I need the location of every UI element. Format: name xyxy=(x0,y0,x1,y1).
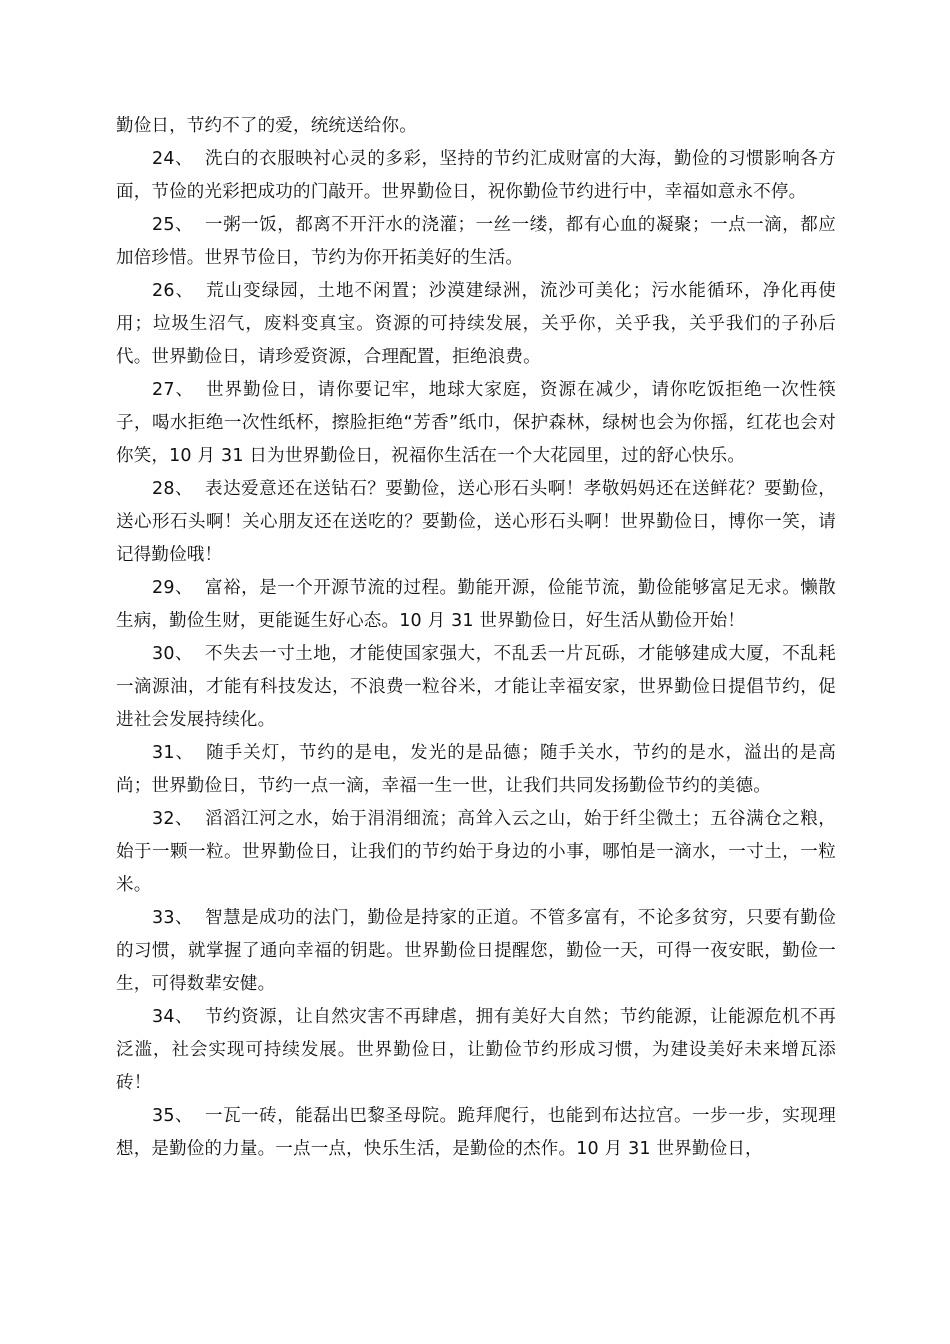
list-item-33 xyxy=(116,902,836,1001)
item-text: 随手关灯，节约的是电，发光的是品德；随手关水，节约的是水，溢出的是高尚；世界勤俭日，节约一点一滴，幸福一生一世，让我们共同发扬勤俭节约的美德。 xyxy=(116,743,836,796)
item-number: 31、 xyxy=(152,743,195,763)
item-text: 荒山变绿园，土地不闲置；沙漠建绿洲，流沙可美化；污水能循环，净化再使用；垃圾生沼气，废料变真宝。资源的可持续发展，关乎你，关乎我，关乎我们的子孙后代。世界勤俭日，请珍爱资源，合理配置，拒绝浪费。 xyxy=(116,281,836,367)
item-number: 29、 xyxy=(152,578,194,598)
item-text: 表达爱意还在送钻石？要勤俭，送心形石头啊！孝敬妈妈还在送鲜花？要勤俭，送心形石头啊！关心朋友还在送吃的？要勤俭，送心形石头啊！世界勤俭日，博你一笑，请记得勤俭哦！ xyxy=(116,479,836,565)
list-item-27 xyxy=(116,374,836,473)
item-number: 35、 xyxy=(152,1106,194,1126)
item-number: 30、 xyxy=(152,644,194,664)
item-number: 27、 xyxy=(152,380,195,400)
list-item-28 xyxy=(116,473,836,572)
item-text: 一瓦一砖，能磊出巴黎圣母院。跪拜爬行，也能到布达拉宫。一步一步，实现理想，是勤俭的力量。一点一点，快乐生活，是勤俭的杰作。10 月 31 世界勤俭日， xyxy=(116,1106,836,1159)
item-text: 世界勤俭日，请你要记牢，地球大家庭，资源在减少，请你吃饭拒绝一次性筷子，喝水拒绝一次性纸杯，擦脸拒绝“芳香”纸巾，保护森林，绿树也会为你摇，红花也会对你笑，10 月 31 日为世界勤俭日，祝福你生活在一个大花园里，过的舒心快乐。 xyxy=(116,380,836,466)
item-text: 洗白的衣服映衬心灵的多彩，坚持的节约汇成财富的大海，勤俭的习惯影响各方面，节俭的光彩把成功的门敲开。世界勤俭日，祝你勤俭节约进行中，幸福如意永不停。 xyxy=(116,149,836,202)
item-number: 34、 xyxy=(152,1007,194,1027)
item-number: 25、 xyxy=(152,215,194,235)
item-number: 26、 xyxy=(152,281,195,301)
item-number: 28、 xyxy=(152,479,194,499)
list-item-29 xyxy=(116,572,836,638)
list-item-24 xyxy=(116,143,836,209)
item-number: 33、 xyxy=(152,908,194,928)
list-item-31 xyxy=(116,737,836,803)
item-text: 富裕，是一个开源节流的过程。勤能开源，俭能节流，勤俭能够富足无求。懒散生病，勤俭生财，更能诞生好心态。10 月 31 世界勤俭日，好生活从勤俭开始！ xyxy=(116,578,836,631)
item-text: 一粥一饭，都离不开汗水的浇灌；一丝一缕，都有心血的凝聚；一点一滴，都应加倍珍惜。世界节俭日，节约为你开拓美好的生活。 xyxy=(116,215,836,268)
item-text: 不失去一寸土地，才能使国家强大，不乱丢一片瓦砾，才能够建成大厦，不乱耗一滴源油，才能有科技发达，不浪费一粒谷米，才能让幸福安家，世界勤俭日提倡节约，促进社会发展持续化。 xyxy=(116,644,836,730)
list-item-25 xyxy=(116,209,836,275)
list-item-30 xyxy=(116,638,836,737)
list-item-32 xyxy=(116,803,836,902)
item-text: 节约资源，让自然灾害不再肆虐，拥有美好大自然；节约能源，让能源危机不再泛滥，社会实现可持续发展。世界勤俭日，让勤俭节约形成习惯，为建设美好未来增瓦添砖！ xyxy=(116,1007,836,1093)
list-item-34 xyxy=(116,1001,836,1100)
lead-fragment: 勤俭日，节约不了的爱，统统送给你。 xyxy=(116,116,417,136)
document-body xyxy=(116,110,836,1166)
item-number: 32、 xyxy=(152,809,194,829)
list-item-26 xyxy=(116,275,836,374)
item-number: 24、 xyxy=(152,149,194,169)
item-text: 滔滔江河之水，始于涓涓细流；高耸入云之山，始于纤尘微土；五谷满仓之粮，始于一颗一粒。世界勤俭日，让我们的节约始于身边的小事，哪怕是一滴水，一寸土，一粒米。 xyxy=(116,809,836,895)
item-text: 智慧是成功的法门，勤俭是持家的正道。不管多富有，不论多贫穷，只要有勤俭的习惯，就掌握了通向幸福的钥匙。世界勤俭日提醒您，勤俭一天，可得一夜安眠，勤俭一生，可得数辈安健。 xyxy=(116,908,836,994)
list-item-35 xyxy=(116,1100,836,1166)
